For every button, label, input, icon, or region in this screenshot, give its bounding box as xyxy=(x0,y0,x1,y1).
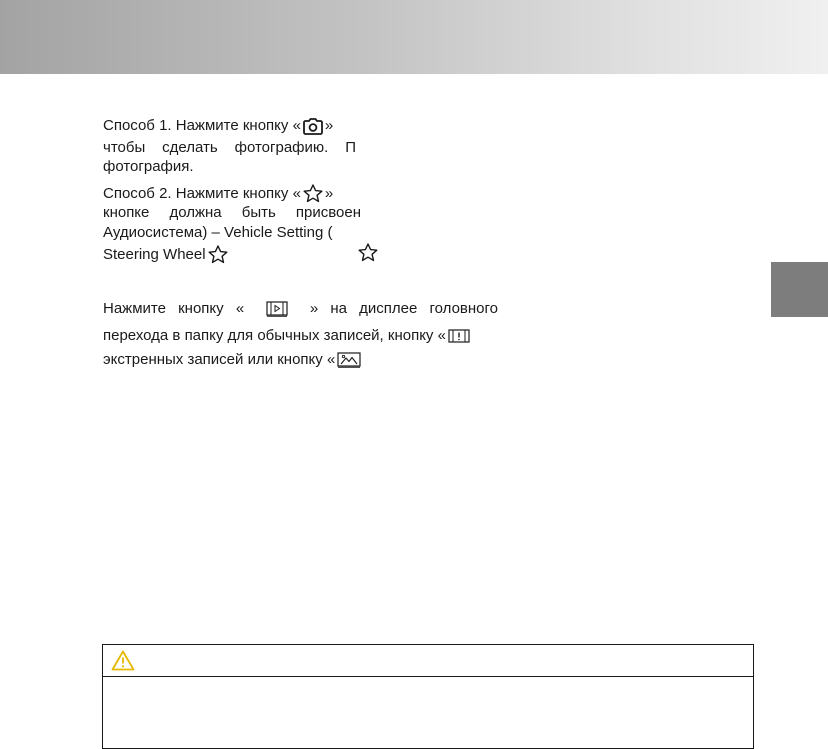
method2-line4-text: Steering Wheel xyxy=(103,245,206,263)
warning-box xyxy=(102,644,754,749)
star-outline-icon xyxy=(303,184,323,203)
camera-icon xyxy=(303,118,323,135)
playback-line2-text: перехода в папку для обычных записей, кнопку « xyxy=(103,327,446,344)
header-band xyxy=(0,0,828,74)
video-folder-icon xyxy=(266,301,288,317)
playback-text: Нажмите кнопку « xyxy=(103,300,245,317)
method1-line2 xyxy=(103,139,356,157)
method1-line1 xyxy=(103,117,333,135)
method1-text: Способ 1. Нажмите кнопку « xyxy=(103,117,301,134)
method2-line1 xyxy=(103,184,333,203)
playback-line1-rest: » на дисплее головного xyxy=(309,300,498,317)
method2-text: Способ 2. Нажмите кнопку « xyxy=(103,184,301,202)
method1-quote-close: » xyxy=(324,117,334,134)
method2-line2 xyxy=(103,204,361,222)
method2-quote-close: » xyxy=(324,184,334,202)
star-outline-icon xyxy=(358,243,378,262)
chapter-tab xyxy=(771,262,828,317)
method1-line2-text: чтобы сделать фотографию. П xyxy=(103,139,356,156)
method1-line3 xyxy=(103,158,194,176)
playback-line3 xyxy=(103,351,363,369)
playback-line3-text: экстренных записей или кнопку « xyxy=(103,351,336,368)
star-outline-icon xyxy=(208,245,228,264)
playback-line2 xyxy=(103,327,472,345)
photo-folder-icon xyxy=(337,352,361,368)
method1-line3-text: фотография. xyxy=(103,158,194,175)
playback-line1 xyxy=(103,300,498,318)
method2-line3-text: Аудиосистема) – Vehicle Setting ( xyxy=(103,224,333,241)
warning-triangle-icon xyxy=(111,650,135,671)
warning-header xyxy=(103,645,753,677)
method2-line3 xyxy=(103,224,332,242)
method2-line4 xyxy=(103,245,230,264)
method2-line2-text: кнопке должна быть присвоен xyxy=(103,204,361,221)
warning-body xyxy=(103,677,753,747)
emergency-folder-icon xyxy=(448,328,470,344)
